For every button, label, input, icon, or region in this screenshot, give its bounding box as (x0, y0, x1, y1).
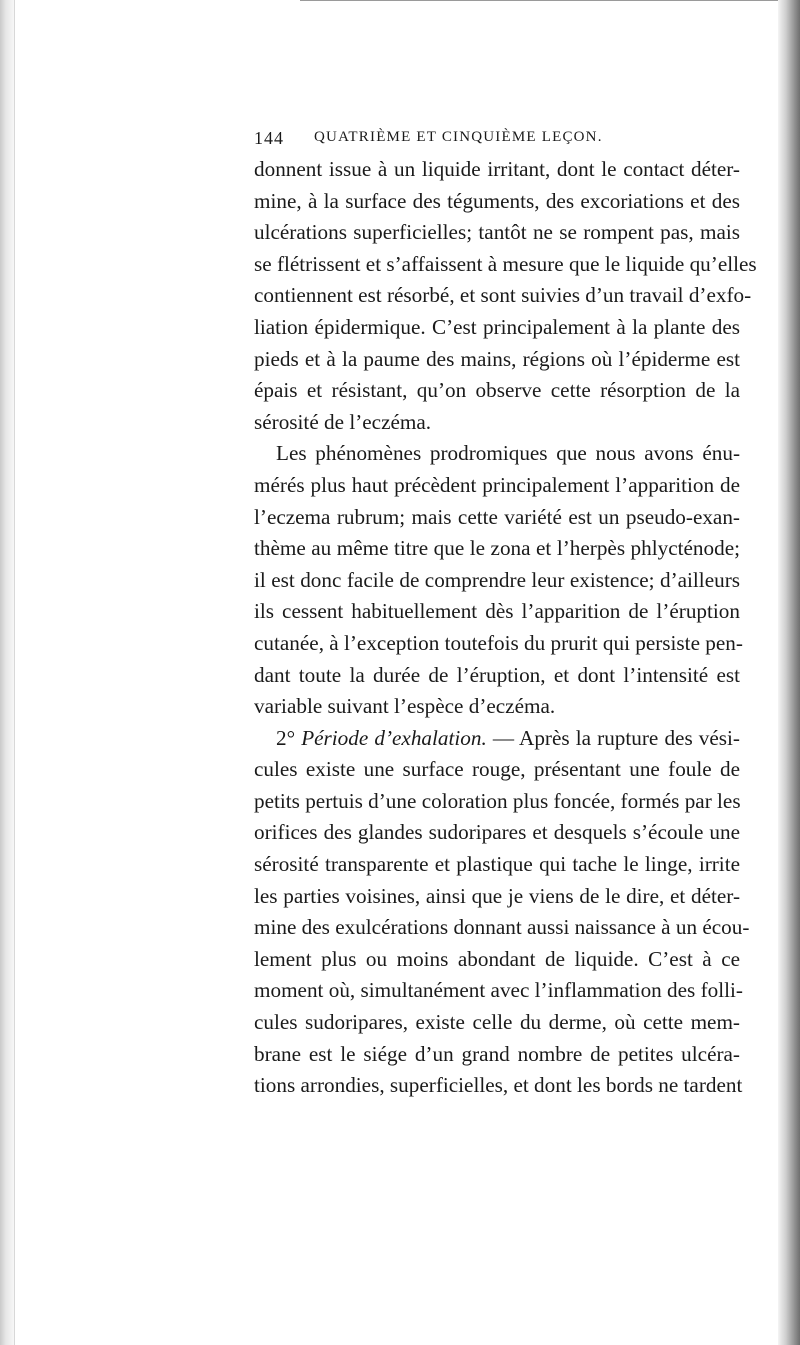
text-line: épais et résistant, qu’on observe cette résorption de la (254, 378, 740, 403)
text-line: thème au même titre que le zona et l’herpès phlycténode; (254, 536, 740, 561)
book-edge-shadow (778, 0, 800, 1345)
page-top-edge (300, 0, 778, 7)
book-gutter-line (14, 0, 19, 1345)
text-line: sérosité transparente et plastique qui tache le linge, irrite (254, 852, 740, 877)
text-line: Les phénomènes prodromiques que nous avons énu- (276, 441, 740, 466)
running-head: QUATRIÈME ET CINQUIÈME LEÇON. (314, 129, 603, 145)
section-title: Période d’exhalation. (301, 725, 487, 750)
body-text (254, 154, 757, 1102)
text-line: variable suivant l’espèce d’eczéma. (254, 694, 556, 719)
text-line: pieds et à la paume des mains, régions où l’épiderme est (254, 346, 740, 371)
text-line: liation épidermique. C’est principalement à la plante des (254, 314, 740, 339)
text-line: tions arrondies, superficielles, et dont les bords ne tardent (254, 1073, 743, 1098)
text-line: cutanée, à l’exception toutefois du prurit qui persiste pen- (254, 630, 743, 655)
text-line: orifices des glandes sudoripares et desquels s’écoule une (254, 820, 740, 845)
text-line: petits pertuis d’une coloration plus foncée, formés par les (254, 788, 741, 813)
section-heading-line (254, 723, 740, 755)
text-line: les parties voisines, ainsi que je viens de le dire, et déter- (254, 883, 740, 908)
text-line: cules sudoripares, existe celle du derme, où cette mem- (254, 1010, 740, 1035)
text-line: donnent issue à un liquide irritant, dont le contact déter- (254, 157, 740, 181)
text-line: il est donc facile de comprendre leur existence; d’ailleurs (254, 567, 740, 592)
text-line: moment où, simultanément avec l’inflammation des folli- (254, 978, 743, 1003)
text-line: mérés plus haut précèdent principalement l’apparition de (254, 472, 740, 497)
text-line: lement plus ou moins abondant de liquide. C’est à ce (254, 946, 740, 971)
text-line: se flétrissent et s’affaissent à mesure que le liquide qu’elles (254, 251, 757, 276)
text-line: contiennent est résorbé, et sont suivies d’un travail d’exfo- (254, 283, 752, 308)
text-line: dant toute la durée de l’éruption, et dont l’intensité est (254, 662, 740, 687)
page-number: 144 (254, 128, 284, 148)
text-line-rest: — Après la rupture des vési- (486, 725, 740, 750)
section-number: 2° (276, 725, 302, 750)
text-line: brane est le siége d’un grand nombre de petites ulcéra- (254, 1041, 740, 1066)
text-line: ils cessent habituellement dès l’apparition de l’éruption (254, 599, 740, 624)
text-line: mine, à la surface des téguments, des excoriations et des (254, 188, 740, 213)
text-line: ulcérations superficielles; tantôt ne se rompent pas, mais (254, 220, 740, 245)
text-line: sérosité de l’eczéma. (254, 409, 432, 434)
page-header (254, 128, 740, 154)
text-line: l’eczema rubrum; mais cette variété est un pseudo-exan- (254, 504, 740, 529)
book-gutter-shadow (0, 0, 14, 1345)
text-line: mine des exulcérations donnant aussi naissance à un écou- (254, 915, 750, 940)
text-line: cules existe une surface rouge, présentant une foule de (254, 757, 740, 782)
book-page (254, 128, 757, 1102)
